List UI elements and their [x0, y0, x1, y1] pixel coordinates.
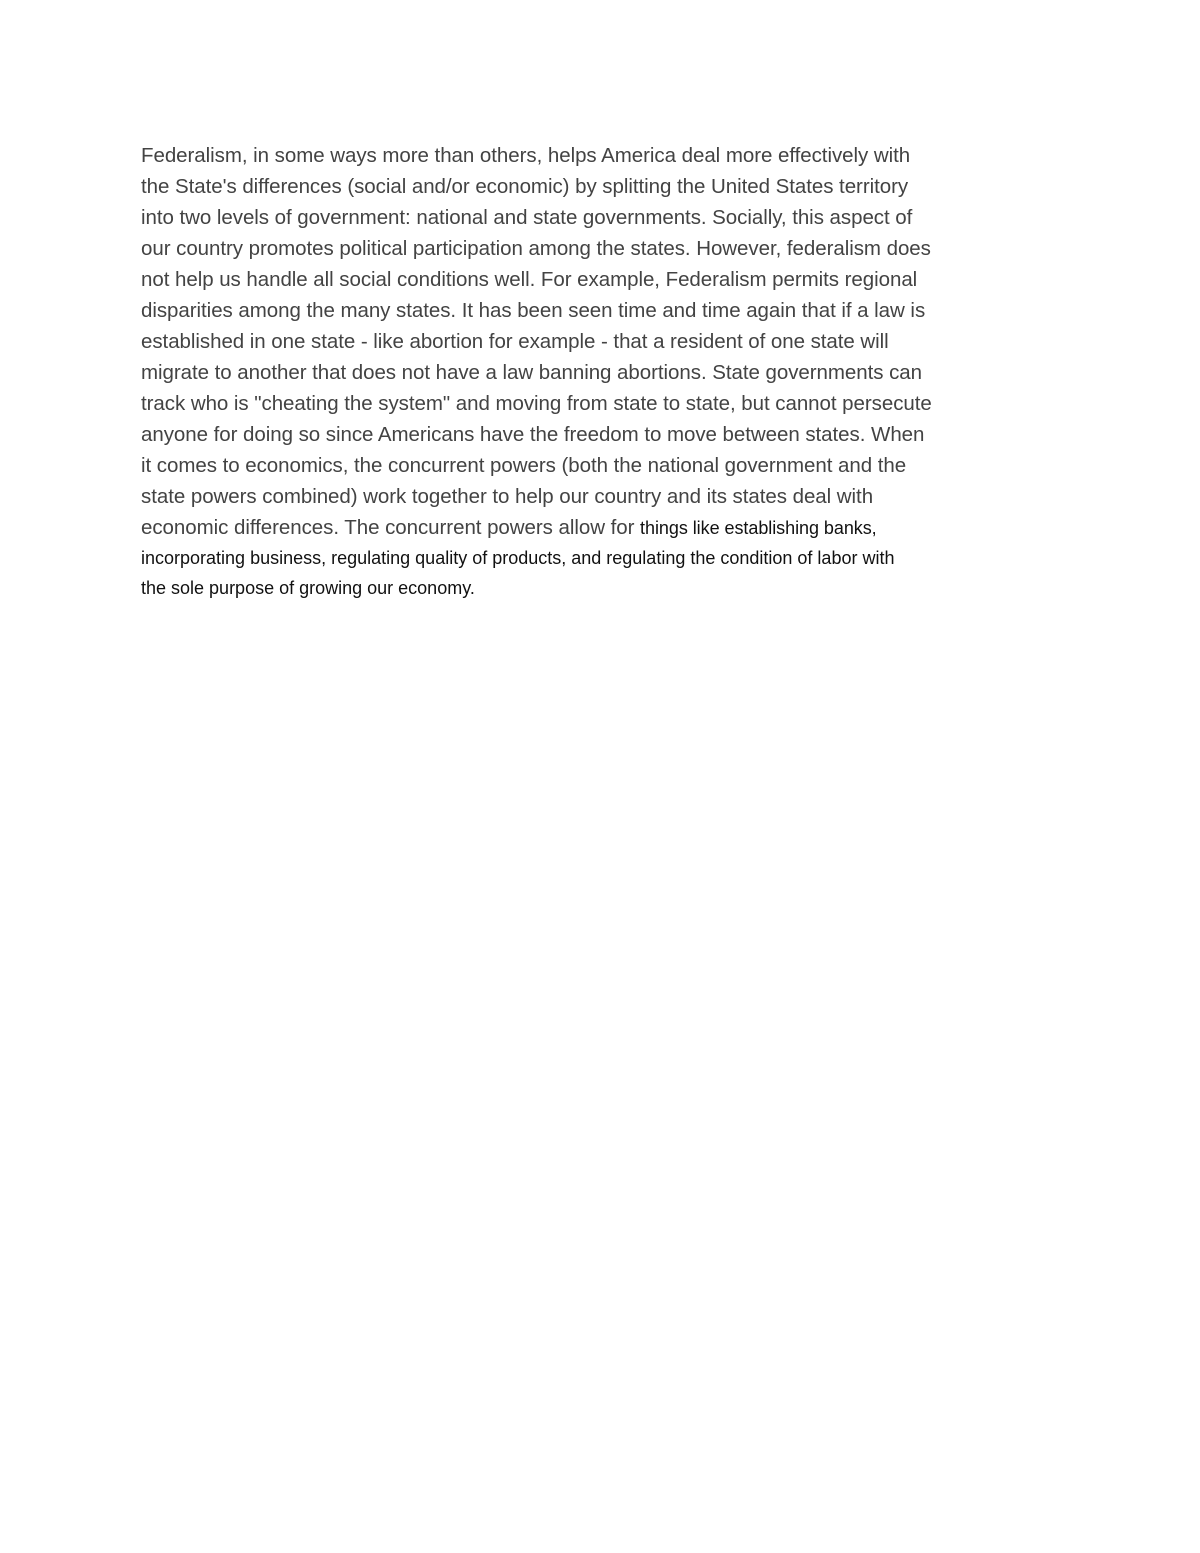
text-line: established in one state - like abortion for example - that a resident of one state will [141, 330, 889, 353]
text-line: into two levels of government: national and state governments. Socially, this aspect of [141, 206, 913, 229]
mixed-text-line [141, 512, 1061, 544]
text-line: migrate to another that does not have a law banning abortions. State governments can [141, 361, 922, 384]
text-line: track who is "cheating the system" and moving from state to state, but cannot persecute [141, 392, 932, 415]
text-line: the State's differences (social and/or economic) by splitting the United States territory [141, 175, 909, 198]
text-line: Federalism, in some ways more than others, helps America deal more effectively with [141, 144, 911, 167]
text-line: incorporating business, regulating quality of products, and regulating the condition of labor with [141, 548, 895, 568]
text-line: it comes to economics, the concurrent powers (both the national government and the [141, 454, 907, 477]
text-line: the sole purpose of growing our economy. [141, 577, 475, 598]
body-paragraph [141, 140, 1061, 603]
text-line: not help us handle all social conditions well. For example, Federalism permits regional [141, 268, 918, 291]
text-line: state powers combined) work together to help our country and its states deal with [141, 485, 874, 508]
text-run-light: economic differences. The concurrent powers allow for [141, 516, 641, 539]
text-line: our country promotes political participation among the states. However, federalism does [141, 237, 931, 260]
text-run-dark: things like establishing banks, [640, 518, 877, 538]
text-line: disparities among the many states. It has been seen time and time again that if a law is [141, 299, 926, 322]
text-line: anyone for doing so since Americans have the freedom to move between states. When [141, 423, 925, 446]
